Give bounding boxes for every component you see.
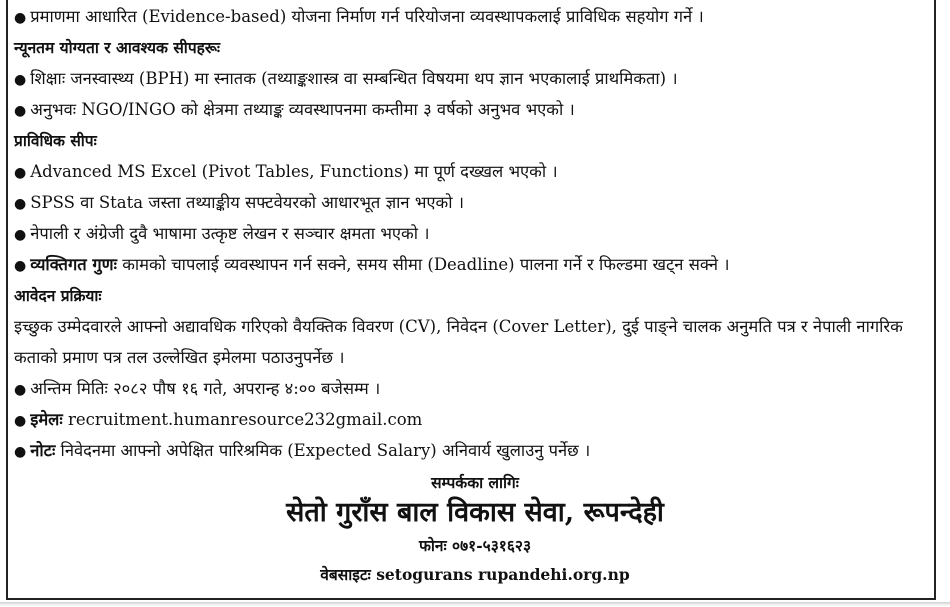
education-text: शिक्षाः जनस्वास्थ्य (BPH) मा स्नातक (तथ्याङ्कशास्त्र वा सम्बन्धित विषयमा थप ज्ञान भएकालाई प्राथमिकता) । — [30, 69, 678, 88]
deadline-text: अन्तिम मितिः २०८२ पौष १६ गते, अपरान्ह ४:०० बजेसम्म । — [30, 379, 381, 398]
note-label: नोटः — [30, 441, 56, 460]
excel-skill-text: Advanced MS Excel (Pivot Tables, Functions) मा पूर्ण दख्खल भएको । — [30, 162, 558, 181]
process-line-1: इच्छुक उम्मेदवारले आफ्नो अद्यावधिक गरिएको वैयक्तिक विवरण (CV), निवेदन (Cover Letter), दुई पाङ्ने चालक अनुमति पत्र र नेपाली नागरिक — [14, 317, 903, 336]
process-heading: आवेदन प्रक्रियाः — [14, 286, 102, 305]
spss-skill-text: SPSS वा Stata जस्ता तथ्याङ्कीय सफ्टवेयरको आधारभूत ज्ञान भएको । — [30, 193, 464, 212]
personal-qualities-label: व्यक्तिगत गुणः — [30, 255, 117, 274]
bullet-icon: ● — [14, 72, 27, 88]
bullet-icon: ● — [14, 227, 27, 243]
list-item — [14, 161, 934, 184]
bullet-icon: ● — [14, 103, 27, 119]
personal-qualities-text: कामको चापलाई व्यवस्थापन गर्न सक्ने, समय सीमा (Deadline) पालना गर्ने र फिल्डमा खट्न सक्ने । — [116, 255, 730, 274]
website-link[interactable]: setogurans rupandehi.org.np — [370, 565, 630, 584]
phone-number: फोनः ०७१-५३१६२३ — [418, 536, 532, 555]
bullet-icon: ● — [14, 413, 27, 429]
skills-heading: प्राविधिक सीपः — [14, 131, 97, 150]
note-text: निवेदनमा आफ्नो अपेक्षित पारिश्रमिक (Expected Salary) अनिवार्य खुलाउनु पर्नेछ । — [55, 441, 591, 460]
list-item — [14, 68, 934, 91]
bullet-icon: ● — [14, 10, 27, 26]
list-item — [14, 6, 934, 29]
organization-name: सेतो गुराँस बाल विकास सेवा, रूपन्देही — [286, 497, 664, 528]
responsibility-text: प्रमाणमा आधारित (Evidence-based) योजना निर्माण गर्न परियोजना व्यवस्थापकलाई प्राविधिक सहयोग गर्ने । — [30, 7, 704, 26]
website-line — [0, 564, 950, 586]
list-item — [14, 223, 934, 246]
experience-text: अनुभवः NGO/INGO को क्षेत्रमा तथ्याङ्क व्यवस्थापनमा कम्तीमा ३ वर्षको अनुभव भएको । — [30, 100, 575, 119]
list-item — [14, 409, 934, 432]
list-item — [14, 254, 934, 277]
bottom-shadow — [0, 602, 950, 606]
bullet-icon: ● — [14, 444, 27, 460]
email-label: इमेलः — [30, 410, 63, 429]
list-item — [14, 99, 934, 122]
language-skill-text: नेपाली र अंग्रेजी दुवै भाषामा उत्कृष्ट लेखन र सञ्चार क्षमता भएको । — [30, 224, 430, 243]
list-item — [14, 192, 934, 215]
list-item — [14, 440, 934, 463]
email-link[interactable]: recruitment.humanresource232gmail.com — [62, 410, 423, 429]
bullet-icon: ● — [14, 196, 27, 212]
bullet-icon: ● — [14, 382, 27, 398]
bullet-icon: ● — [14, 258, 27, 274]
contact-heading: सम्पर्कका लागिः — [431, 473, 519, 492]
process-line-2: कताको प्रमाण पत्र तल उल्लेखित इमेलमा पठाउनुपर्नेछ । — [14, 348, 345, 367]
qualification-heading: न्यूनतम योग्यता र आवश्यक सीपहरूः — [14, 38, 221, 57]
list-item — [14, 378, 934, 401]
bullet-icon: ● — [14, 165, 27, 181]
website-label: वेबसाइटः — [320, 565, 371, 584]
